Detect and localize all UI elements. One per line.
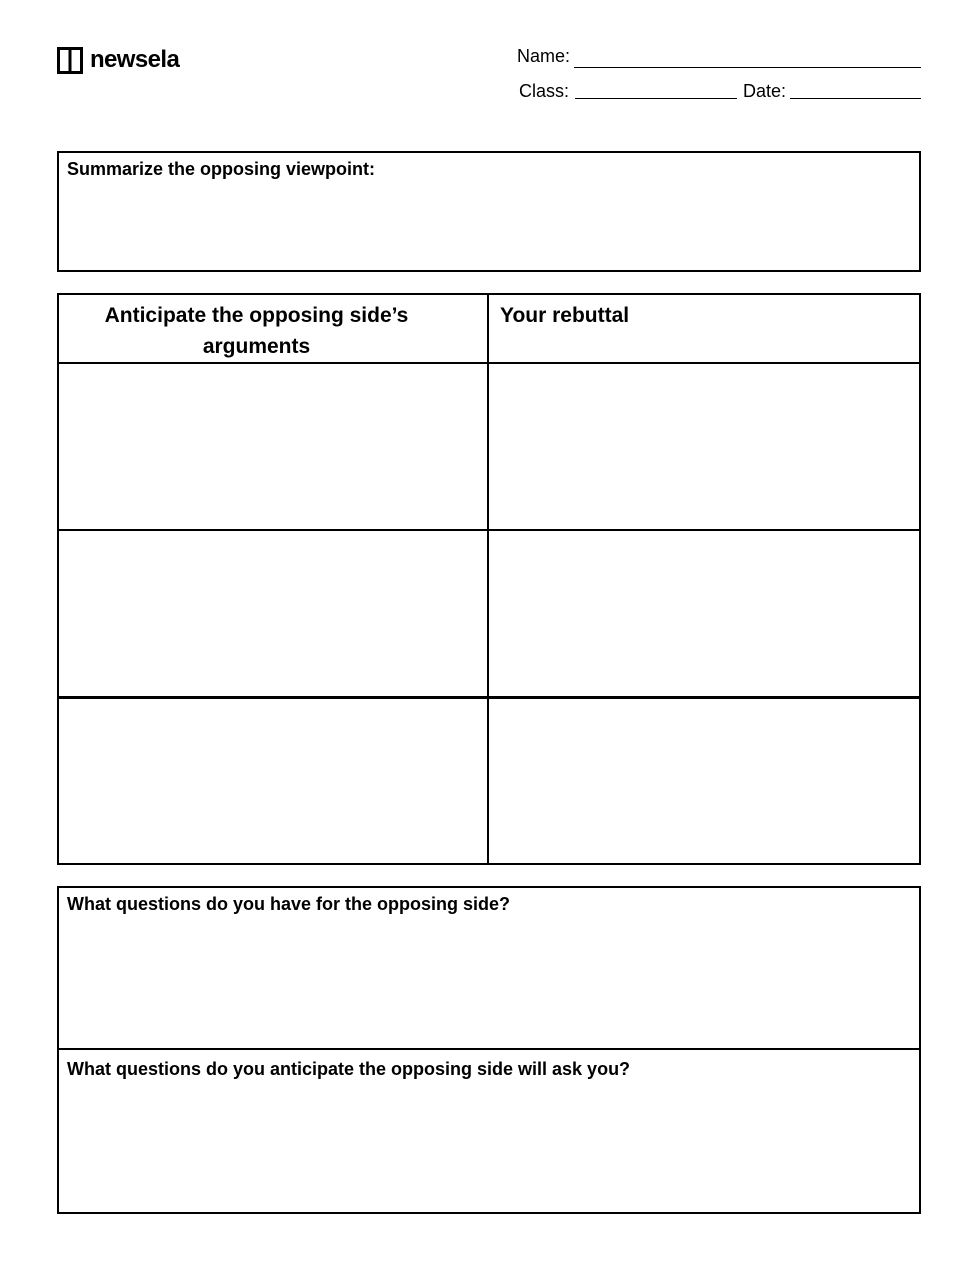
summary-title: Summarize the opposing viewpoint: bbox=[67, 159, 376, 179]
section-divider bbox=[59, 1048, 919, 1050]
argument-cell-2[interactable] bbox=[59, 531, 486, 695]
date-label: Date: bbox=[743, 81, 787, 101]
argument-cell-3[interactable] bbox=[59, 699, 486, 862]
argument-rebuttal-table bbox=[57, 293, 921, 865]
column-header-rebuttal: Your rebuttal bbox=[500, 304, 630, 327]
name-field[interactable] bbox=[574, 67, 921, 68]
newsela-book-icon bbox=[57, 47, 83, 74]
column-header-arguments bbox=[59, 300, 454, 362]
name-label: Name: bbox=[517, 46, 571, 66]
class-field[interactable] bbox=[575, 98, 737, 99]
column-divider bbox=[487, 295, 489, 863]
column-header-line: arguments bbox=[202, 335, 311, 358]
question-title: What questions do you anticipate the opposing side will ask you? bbox=[67, 1059, 631, 1079]
questions-box bbox=[57, 886, 921, 1214]
column-header-line: Anticipate the opposing side’s bbox=[104, 304, 409, 327]
brand-name: newsela bbox=[90, 46, 180, 73]
anticipated-questions-section[interactable] bbox=[59, 1051, 919, 1211]
summary-box[interactable] bbox=[57, 151, 921, 272]
rebuttal-cell-1[interactable] bbox=[490, 364, 918, 528]
rebuttal-cell-3[interactable] bbox=[490, 699, 918, 862]
brand-logo bbox=[57, 45, 179, 75]
date-field[interactable] bbox=[790, 98, 921, 99]
class-label: Class: bbox=[519, 81, 570, 101]
rebuttal-cell-2[interactable] bbox=[490, 531, 918, 695]
question-title: What questions do you have for the opposing side? bbox=[67, 894, 511, 914]
questions-for-opposing-side-section[interactable] bbox=[59, 888, 919, 1047]
argument-cell-1[interactable] bbox=[59, 364, 486, 528]
